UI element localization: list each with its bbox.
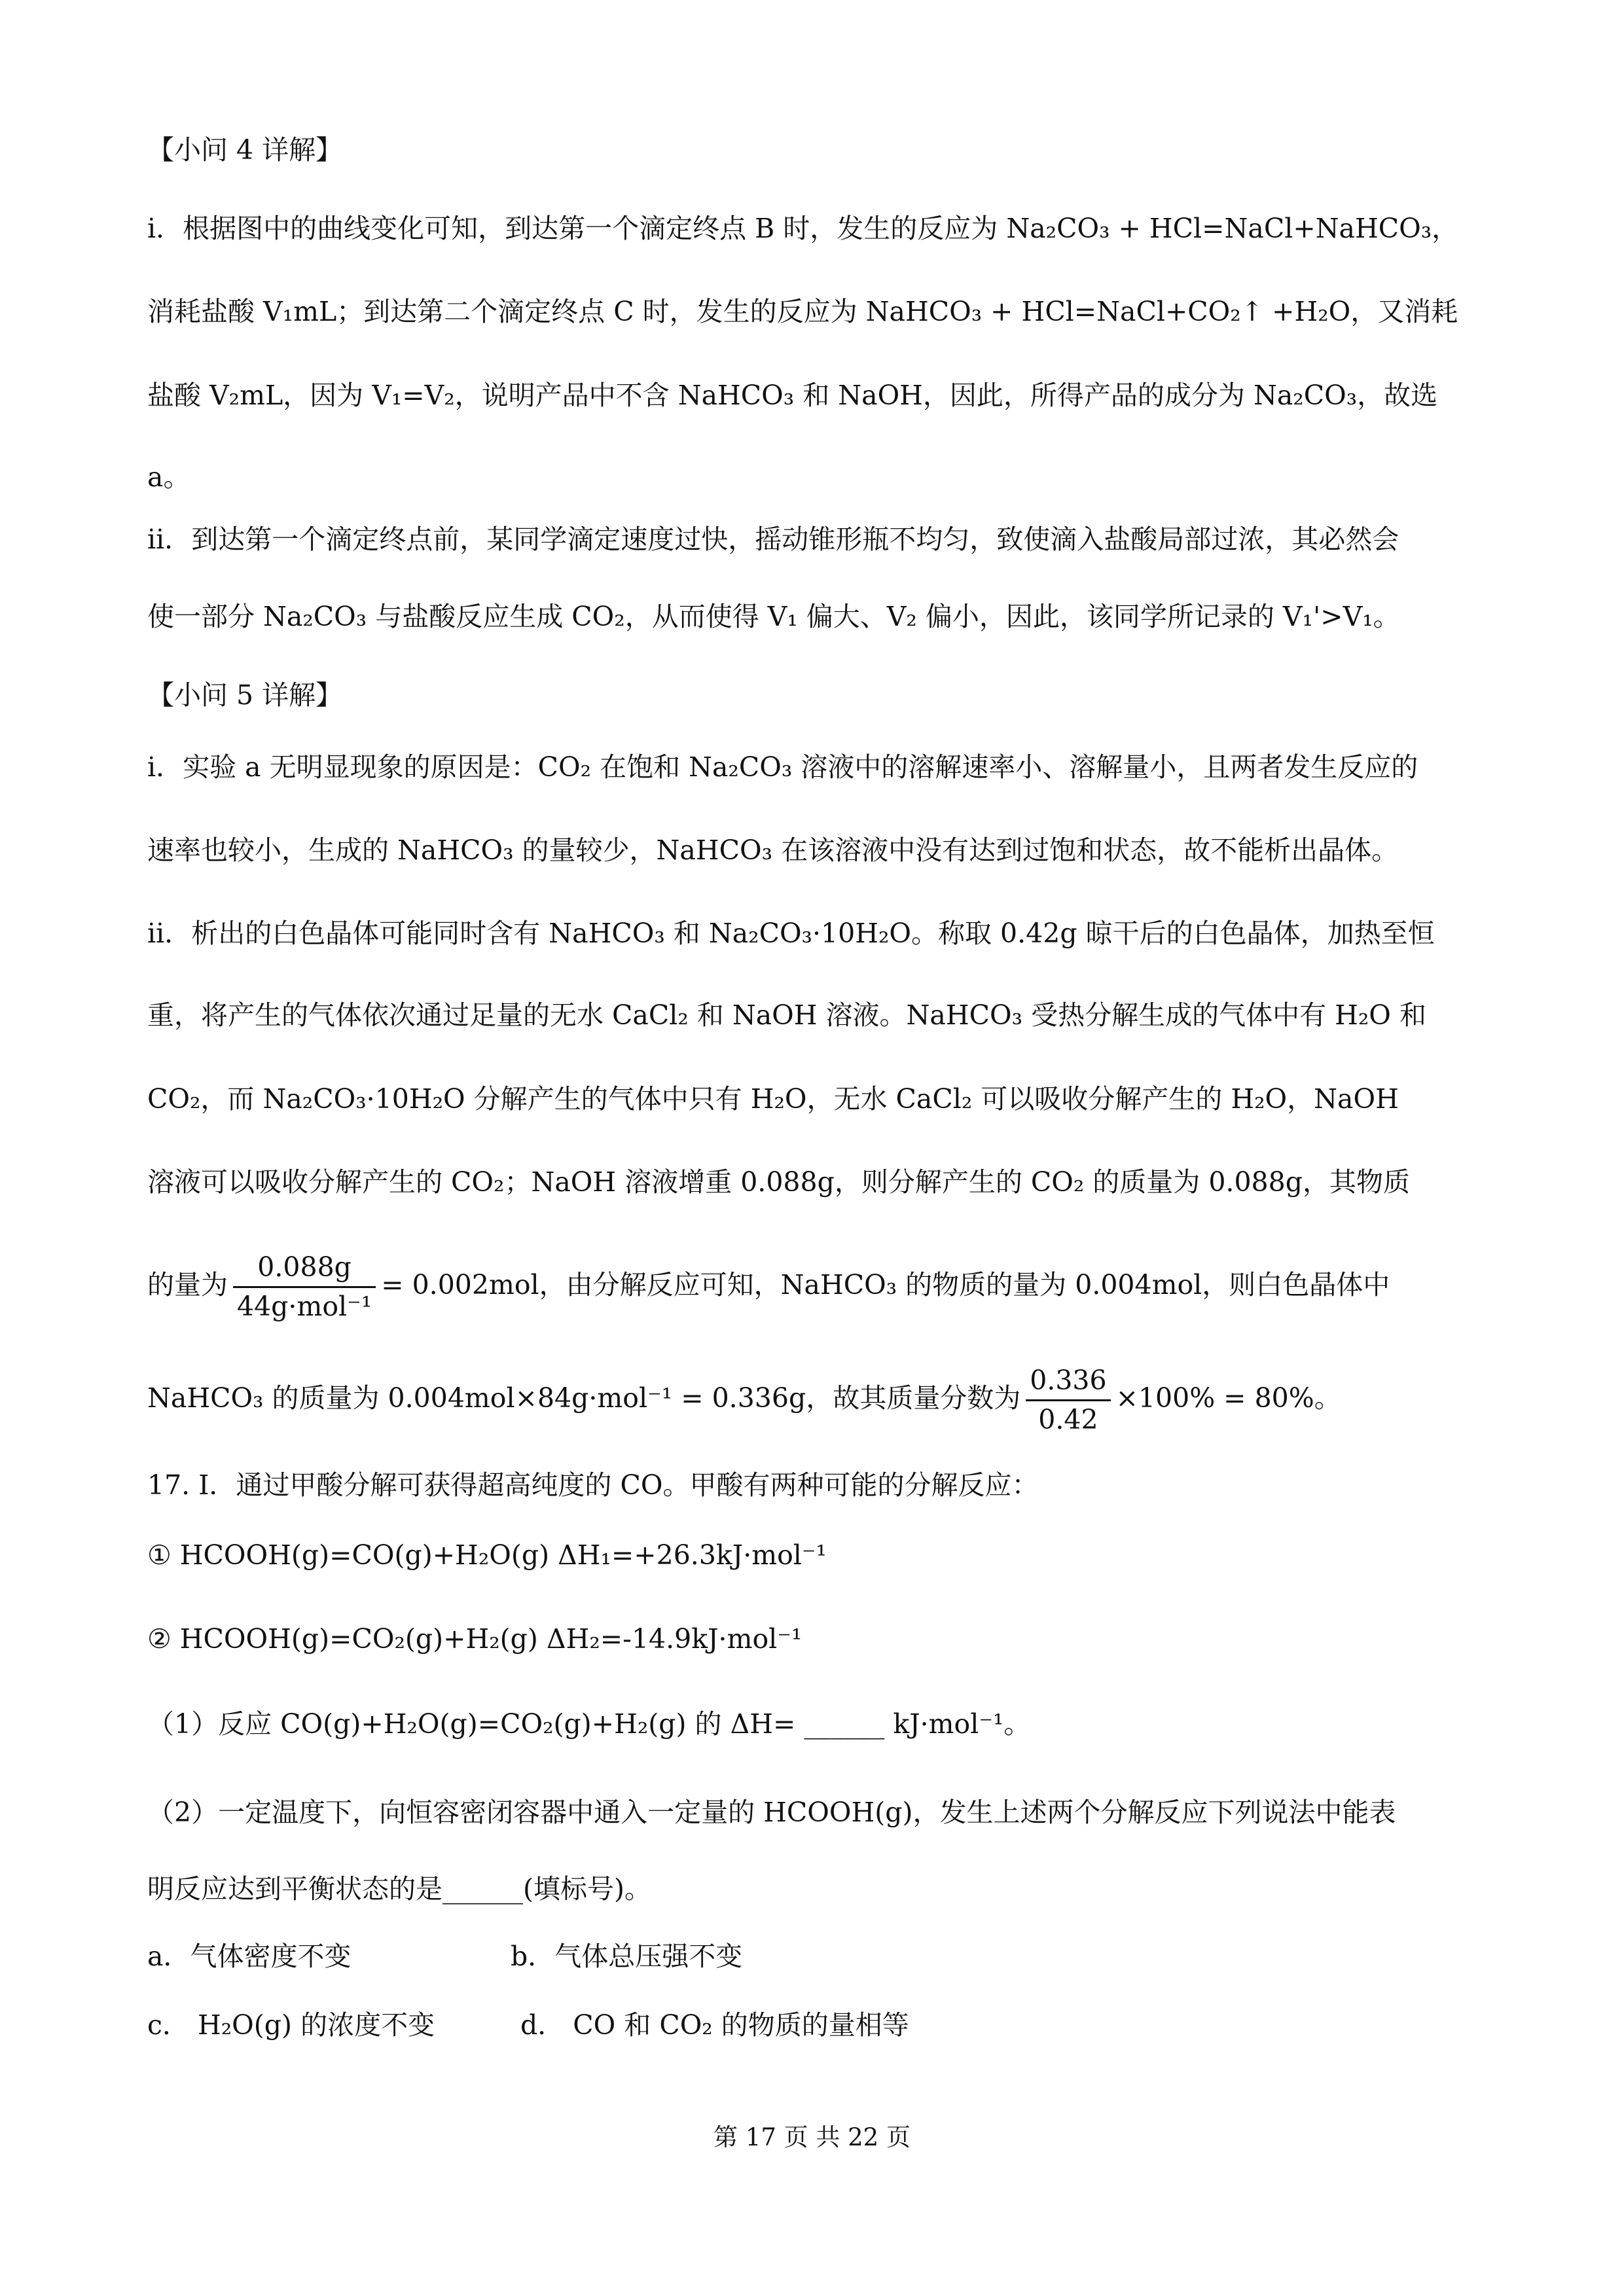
option-c: c． H₂O(g) 的浓度不变 <box>147 2009 435 2041</box>
question-17-part-2-line-2: 明反应达到平衡状态的是______(填标号)。 <box>147 1873 651 1905</box>
question-17-intro: 17. I．通过甲酸分解可获得超高纯度的 CO。甲酸有两种可能的分解反应： <box>147 1469 1039 1501</box>
paragraph-5ii-line-2: 重，将产生的气体依次通过足量的无水 CaCl₂ 和 NaOH 溶液。NaHCO₃ 受热分解生成的气体中有 H₂O 和 <box>147 999 1426 1031</box>
paragraph-4i-line-4: a。 <box>147 461 190 493</box>
paragraph-4i-line-3: 盐酸 V₂mL，因为 V₁=V₂，说明产品中不含 NaHCO₃ 和 NaOH，因此，所得产品的成分为 Na₂CO₃，故选 <box>147 380 1438 411</box>
option-a: a．气体密度不变 <box>147 1941 352 1972</box>
option-d: d． CO 和 CO₂ 的物质的量相等 <box>520 2009 909 2041</box>
text-segment: ×100% = 80%。 <box>1115 1382 1341 1414</box>
fraction-denominator: 0.42 <box>1038 1404 1098 1436</box>
text-segment: = 0.002mol，由分解反应可知，NaHCO₃ 的物质的量为 0.004mol，则白色晶体中 <box>381 1269 1390 1301</box>
heading-subquestion-4: 【小问 4 详解】 <box>147 134 343 166</box>
paragraph-5ii-line-1: ii．析出的白色晶体可能同时含有 NaHCO₃ 和 Na₂CO₃·10H₂O。称取 0.42g 晾干后的白色晶体，加热至恒 <box>147 918 1435 949</box>
reaction-1: ① HCOOH(g)=CO(g)+H₂O(g) ΔH₁=+26.3kJ·mol⁻¹ <box>147 1539 827 1571</box>
paragraph-5ii-line-6 <box>147 1365 1477 1436</box>
paragraph-4i-line-2: 消耗盐酸 V₁mL；到达第二个滴定终点 C 时，发生的反应为 NaHCO₃ + HCl=NaCl+CO₂↑ +H₂O，又消耗 <box>147 296 1458 327</box>
paragraph-5ii-line-5 <box>147 1251 1477 1323</box>
question-17-part-1: （1）反应 CO(g)+H₂O(g)=CO₂(g)+H₂(g) 的 ΔH= ______ kJ·mol⁻¹。 <box>147 1708 1031 1740</box>
paragraph-4ii-line-2: 使一部分 Na₂CO₃ 与盐酸反应生成 CO₂，从而使得 V₁ 偏大、V₂ 偏小，因此，该同学所记录的 V₁'>V₁。 <box>147 601 1400 632</box>
paragraph-4ii-line-1: ii．到达第一个滴定终点前，某同学滴定速度过快，摇动锥形瓶不均匀，致使滴入盐酸局部过浓，其必然会 <box>147 524 1399 555</box>
page-number: 第 17 页 共 22 页 <box>713 2123 911 2151</box>
heading-subquestion-5: 【小问 5 详解】 <box>147 679 343 711</box>
fraction-moles <box>233 1251 376 1323</box>
paragraph-5ii-line-3: CO₂，而 Na₂CO₃·10H₂O 分解产生的气体中只有 H₂O，无水 CaCl₂ 可以吸收分解产生的 H₂O，NaOH <box>147 1083 1399 1115</box>
paragraph-5i-line-2: 速率也较小，生成的 NaHCO₃ 的量较少，NaHCO₃ 在该溶液中没有达到过饱和状态，故不能析出晶体。 <box>147 834 1399 866</box>
fraction-mass-fraction <box>1026 1365 1110 1436</box>
text-segment: 的量为 <box>147 1269 228 1301</box>
paragraph-5ii-line-4: 溶液可以吸收分解产生的 CO₂；NaOH 溶液增重 0.088g，则分解产生的 CO₂ 的质量为 0.088g，其物质 <box>147 1166 1410 1198</box>
text-segment: NaHCO₃ 的质量为 0.004mol×84g·mol⁻¹ = 0.336g，故其质量分数为 <box>147 1382 1021 1414</box>
question-17-part-2-line-1: （2）一定温度下，向恒容密闭容器中通入一定量的 HCOOH(g)，发生上述两个分解反应下列说法中能表 <box>147 1797 1396 1828</box>
paragraph-5i-line-1: i．实验 a 无明显现象的原因是：CO₂ 在饱和 Na₂CO₃ 溶液中的溶解速率小、溶解量小，且两者发生反应的 <box>147 751 1418 783</box>
paragraph-4i-line-1: i．根据图中的曲线变化可知，到达第一个滴定终点 B 时，发生的反应为 Na₂CO₃ + HCl=NaCl+NaHCO₃， <box>147 213 1459 244</box>
fraction-numerator: 0.336 <box>1026 1365 1110 1401</box>
fraction-numerator: 0.088g <box>233 1251 376 1288</box>
reaction-2: ② HCOOH(g)=CO₂(g)+H₂(g) ΔH₂=-14.9kJ·mol⁻¹ <box>147 1623 803 1655</box>
option-b: b．气体总压强不变 <box>511 1941 743 1972</box>
fraction-denominator: 44g·mol⁻¹ <box>237 1291 372 1323</box>
